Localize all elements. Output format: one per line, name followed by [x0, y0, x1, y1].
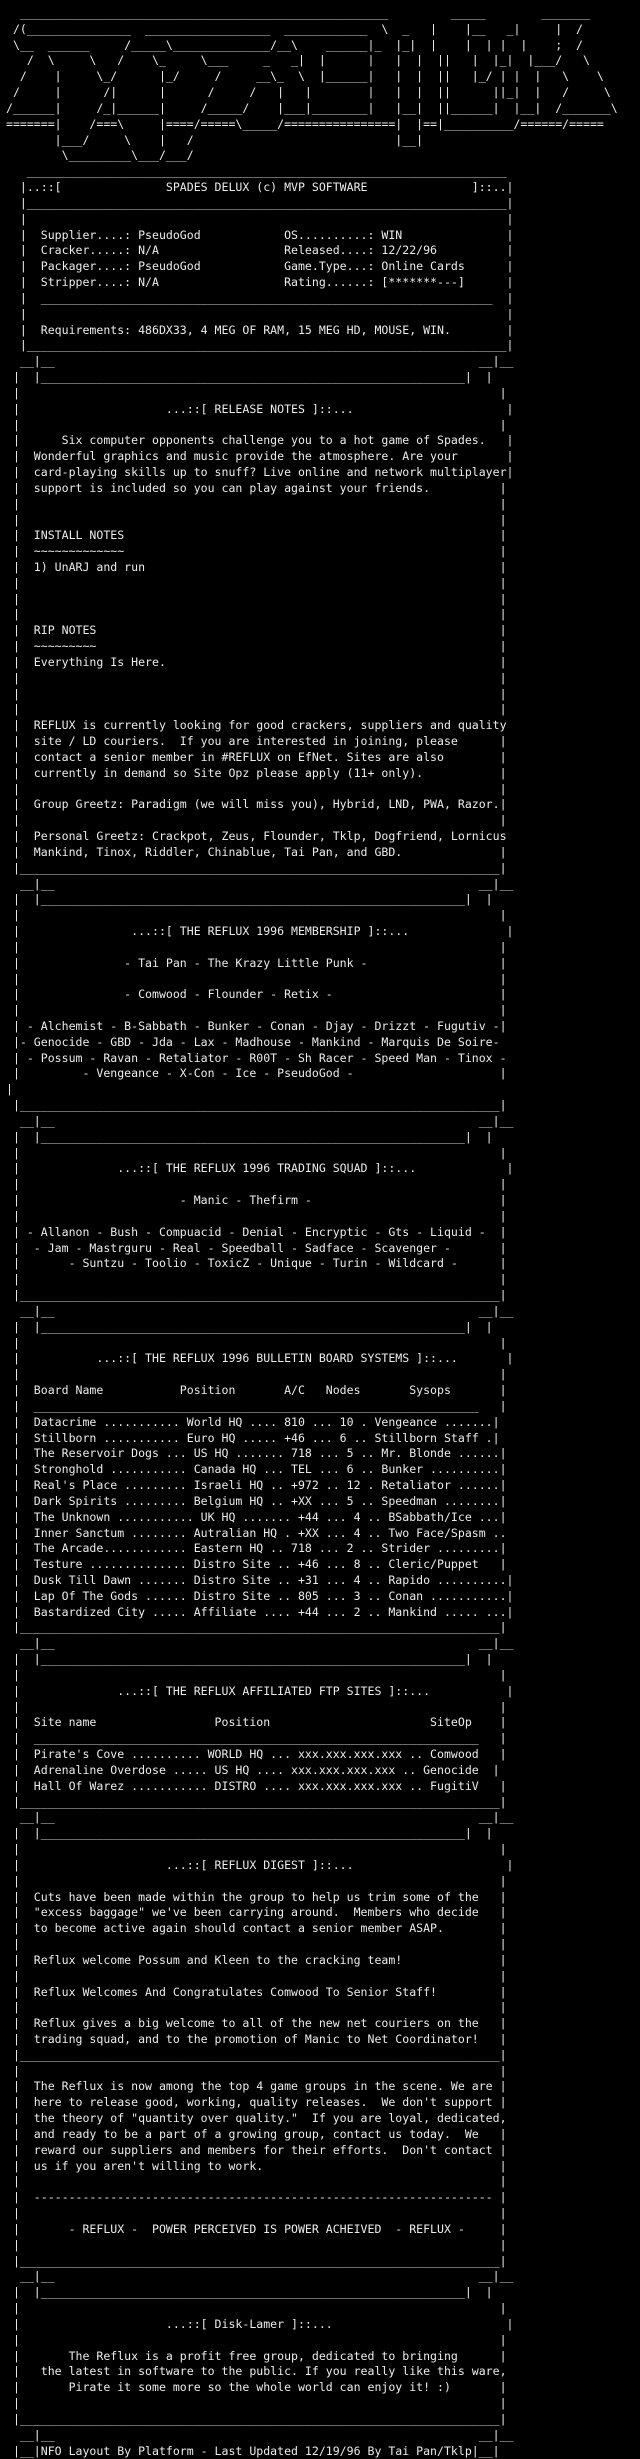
nfo-line: | Stillborn ........... Euro HQ ..... +46 ... 6 .. Stillborn Staff .| [6, 1430, 500, 1445]
nfo-line: | | [6, 813, 507, 828]
nfo-line: /______| /_|______| /_____/ |___|________| |__| ||______| |__| /_______\ [6, 100, 618, 115]
nfo-line: __|__ __|__ [6, 1636, 514, 1651]
nfo-line: |___/ \ | / |__| [6, 132, 424, 147]
nfo-line: | | [6, 1177, 507, 1192]
nfo-line: | Board Name Position A/C Nodes Sysops | [6, 1383, 507, 1398]
nfo-line: |_____________________________________________________________________| [6, 1794, 507, 1809]
nfo-line: | ~~~~~~~~~~~~~ | [6, 544, 507, 559]
nfo-line: | ...::[ RELEASE NOTES ]::... | [6, 401, 514, 416]
nfo-line: |_____________________________________________________________________| [6, 2047, 507, 2062]
nfo-line: / | /| | / / | | | | | || ||_| | / \ [6, 85, 611, 100]
nfo-line: | Dark Spirits ......... Belgium HQ .. +XX ... 5 .. Speedman ........| [6, 1493, 507, 1508]
nfo-line: | Supplier....: PseudoGod OS..........: WIN | [6, 227, 514, 242]
nfo-line: | Testure .............. Distro Site .. +46 ... 8 .. Cleric/Puppet | [6, 1557, 507, 1572]
nfo-line: | currently in demand so Site Opz please apply (11+ only). | [6, 765, 507, 780]
nfo-line: |__|NFO Layout By Platform - Last Updated 12/19/96 By Tai Pan/Tklp|__| [6, 2443, 500, 2458]
nfo-line: | and ready to be a part of a growing group, contact us today. We | [6, 2126, 507, 2141]
nfo-line: | here to release good, working, quality releases. We don't support | [6, 2095, 507, 2110]
nfo-line: | ________________________________________________________________ | [6, 1731, 507, 1746]
nfo-line: | Mankind, Tinox, Riddler, Chinablue, Tai Pan, and GBD. | [6, 844, 507, 859]
nfo-line: | 1) UnARJ and run | [6, 559, 507, 574]
nfo-line: | | [6, 971, 507, 986]
nfo-line: | - REFLUX - POWER PERCEIVED IS POWER ACHEIVED - REFLUX - | [6, 2221, 507, 2236]
nfo-line: | - Comwood - Flounder - Retix - | [6, 987, 507, 1002]
nfo-line: | - Possum - Ravan - Retaliator - R00T - Sh Racer - Speed Man - Tinox - [6, 1050, 507, 1065]
nfo-line: | | [6, 1208, 507, 1223]
nfo-line: | | [6, 1367, 507, 1382]
nfo-line: |..::[ SPADES DELUX (c) MVP SOFTWARE ]::..| [6, 180, 514, 195]
nfo-line: | | [6, 1968, 507, 1983]
nfo-line: | | [6, 1272, 507, 1287]
nfo-line: | | [6, 1667, 507, 1682]
nfo-line: |_____________________________________________________________________| [6, 1288, 507, 1303]
nfo-line: | | [6, 591, 507, 606]
nfo-line: | | [6, 575, 507, 590]
nfo-line: | | [6, 2301, 507, 2316]
nfo-line: | to become active again should contact a senior member ASAP. | [6, 1921, 507, 1936]
nfo-line: | ...::[ THE REFLUX 1996 MEMBERSHIP ]::... | [6, 924, 514, 939]
nfo-line: | ...::[ REFLUX DIGEST ]::... | [6, 1857, 514, 1872]
nfo-line: | | [6, 2396, 507, 2411]
nfo-line: | | [6, 2332, 507, 2347]
nfo-line: |_____________________________________________________________________| [6, 1098, 507, 1113]
nfo-line: | - Manic - Thefirm - | [6, 1193, 507, 1208]
nfo-line: __|__ __|__ [6, 2427, 514, 2442]
nfo-line: | The Arcade............ Eastern HQ .. 718 ... 2 .. Strider .........| [6, 1541, 507, 1556]
nfo-line: | The Unknown ........... UK HQ ....... +44 ... 4 .. BSabbath/Ice ...| [6, 1509, 507, 1524]
nfo-line: __|__ __|__ [6, 1113, 514, 1128]
nfo-line: | | [6, 607, 507, 622]
nfo-line: | - Jam - Mastrguru - Real - Speedball - Sadface - Scavenger - | [6, 1240, 507, 1255]
nfo-line: | | [6, 686, 507, 701]
nfo-line: | The Reflux is a profit free group, dedicated to bringing | [6, 2348, 507, 2363]
nfo-line: | Stronghold ........... Canada HQ ... TEL ... 6 .. Bunker ..........| [6, 1462, 507, 1477]
nfo-line: | | [6, 385, 507, 400]
nfo-line: | | [6, 211, 514, 226]
nfo-line: | Wonderful graphics and music provide the atmosphere. Are your | [6, 449, 514, 464]
nfo-line: | [6, 1082, 500, 1097]
nfo-line: |_____________________________________________________________________| [6, 860, 507, 875]
nfo-line: | |_____________________________________________________________| | [6, 370, 493, 385]
nfo-line: | "excess baggage" we've been carrying around. Members who decide | [6, 1905, 507, 1920]
nfo-line: | | [6, 939, 507, 954]
nfo-line: | - Tai Pan - The Krazy Little Punk - | [6, 955, 507, 970]
nfo-line: | ------------------------------------------------------------------ | [6, 2190, 507, 2205]
nfo-line: | | [6, 1937, 507, 1952]
nfo-line: | ...::[ Disk-Lamer ]::... | [6, 2316, 514, 2331]
nfo-line: | - Allanon - Bush - Compuacid - Denial - Encryptic - Gts - Liquid - | [6, 1224, 507, 1239]
nfo-line: | | [6, 2174, 507, 2189]
nfo-line: | - Alchemist - B-Sabbath - Bunker - Conan - Djay - Drizzt - Fugutiv -| [6, 1019, 507, 1033]
nfo-line: | trading squad, and to the promotion of Manic to Net Coordinator! | [6, 2032, 507, 2046]
nfo-line: | Group Greetz: Paradigm (we will miss you), Hybrid, LND, PWA, Razor.| [6, 797, 507, 812]
nfo-line: | Six computer opponents challenge you to a hot game of Spades. | [6, 433, 514, 448]
nfo-line: | |_____________________________________________________________| | [6, 892, 493, 907]
nfo-line: | Everything Is Here. | [6, 654, 507, 669]
nfo-line: | Dusk Till Dawn ....... Distro Site .. +31 ... 4 .. Rapido ..........| [6, 1572, 514, 1587]
nfo-line: | | [6, 2206, 507, 2221]
nfo-line: | | [6, 496, 507, 511]
nfo-line: =======| /===\ |====/=====\_____/================| |==|__________/======/===== [6, 116, 604, 131]
nfo-line: | Lap Of The Gods ...... Distro Site .. 805 ... 3 .. Conan ...........| [6, 1588, 514, 1603]
nfo-line: | the theory of "quantity over quality." If you are loyal, dedicated, [6, 2111, 507, 2126]
nfo-line: _____________________________________________________ _____ _______ [6, 6, 590, 20]
nfo-line: | Requirements: 486DX33, 4 MEG OF RAM, 15 MEG HD, MOUSE, WIN. | [6, 322, 514, 337]
nfo-line: | | [6, 1003, 507, 1018]
nfo-line: | Inner Sanctum ........ Autralian HQ . +XX ... 4 .. Two Face/Spasm .. [6, 1525, 507, 1540]
nfo-line: \_________\___/___/ [6, 148, 431, 163]
nfo-line: | ________________________________________________________________ | [6, 1398, 507, 1413]
nfo-line: | | [6, 1873, 507, 1888]
nfo-line: | ...::[ THE REFLUX AFFILIATED FTP SITES ]::... | [6, 1683, 514, 1698]
nfo-line: | Personal Greetz: Crackpot, Zeus, Flounder, Tklp, Dogfriend, Lornicus [6, 829, 507, 844]
nfo-line: | Cuts have been made within the group to help us trim some of the | [6, 1889, 507, 1904]
nfo-line: | Adrenaline Overdose ..... US HQ .... xxx.xxx.xxx.xxx .. Genocide | [6, 1762, 500, 1777]
nfo-line: | | [6, 908, 507, 923]
nfo-line: __|__ __|__ [6, 1303, 514, 1318]
nfo-line: | us if you aren't willing to work. | [6, 2158, 507, 2173]
nfo-line: | Reflux welcome Possum and Kleen to the cracking team! | [6, 1952, 507, 1967]
nfo-line: | Bastardized City ..... Affiliate .... +44 ... 2 .. Mankind ..... ...| [6, 1604, 514, 1619]
nfo-line: | _________________________________________________________________ | [6, 290, 514, 305]
nfo-line: |_____________________________________________________________________| [6, 2253, 507, 2268]
nfo-line: | the latest in software to the public. If you really like this ware, [6, 2364, 507, 2379]
nfo-line: | Stripper....: N/A Rating......: [*******---] | [6, 275, 514, 290]
nfo-line: | |_____________________________________________________________| | [6, 1826, 493, 1841]
nfo-line: | Reflux Welcomes And Congratulates Comwood To Senior Staff! | [6, 1984, 507, 1999]
nfo-line: __|__ __|__ [6, 1810, 514, 1825]
nfo-line: | - Vengeance - X-Con - Ice - PseudoGod - | [6, 1066, 507, 1081]
nfo-line: | | [6, 512, 507, 527]
nfo-line: | INSTALL NOTES | [6, 528, 507, 543]
nfo-line: |- Genocide - GBD - Jda - Lax - Madhouse - Mankind - Marquis De Soire- [6, 1034, 500, 1049]
nfo-line: | | [6, 2063, 507, 2078]
nfo-line: | Site name Position SiteOp | [6, 1715, 507, 1730]
nfo-line: _____________________________________________________________________ [6, 164, 507, 179]
nfo-line: | Reflux gives a big welcome to all of the new net couriers on the | [6, 2016, 507, 2031]
nfo-line: | | [6, 1335, 507, 1350]
nfo-line: | site / LD couriers. If you are interested in joining, please | [6, 734, 507, 749]
nfo-line: | |_____________________________________________________________| | [6, 1652, 493, 1667]
nfo-line: | contact a senior member in #REFLUX on EfNet. Sites are also | [6, 749, 507, 764]
nfo-line: | Pirate's Cove .......... WORLD HQ ... xxx.xxx.xxx.xxx .. Comwood | [6, 1747, 507, 1762]
nfo-line: / \ \ / \_ \___ _ _| | | | | || | |_| |___/ \ [6, 53, 604, 68]
nfo-line: | support is included so you can play against your friends. | [6, 480, 507, 495]
nfo-line: __|__ __|__ [6, 2269, 514, 2284]
nfo-line: | | [6, 781, 507, 796]
nfo-line: | | [6, 2237, 507, 2252]
nfo-line: | ...::[ THE REFLUX 1996 BULLETIN BOARD SYSTEMS ]::... | [6, 1351, 514, 1366]
nfo-line: | card-playing skills up to snuff? Live online and network multiplayer| [6, 465, 514, 480]
nfo-line: | | [6, 670, 507, 685]
nfo-line: | | [6, 1699, 507, 1714]
nfo-line: |_____________________________________________________________________| [6, 195, 514, 210]
nfo-line: /(_______________ __________________ ____________ \ _ | |__ _| | / [6, 21, 597, 36]
nfo-line: | The Reservoir Dogs ... US HQ ....... 718 ... 5 .. Mr. Blonde ......| [6, 1446, 507, 1461]
nfo-line: | |_____________________________________________________________| | [6, 1129, 493, 1144]
nfo-line: | Cracker.....: N/A Released....: 12/22/96 | [6, 243, 514, 258]
nfo-line: | RIP NOTES | [6, 623, 507, 638]
nfo-line: | The Reflux is now among the top 4 game groups in the scene. We are | [6, 2079, 507, 2094]
nfo-line: | - Suntzu - Toolio - ToxicZ - Unique - Turin - Wildcard - | [6, 1256, 507, 1271]
nfo-line: |_____________________________________________________________________| [6, 338, 514, 353]
nfo-line: | |_____________________________________________________________| | [6, 2285, 493, 2300]
nfo-line: / | \_/ |_/ / __\_ \ |______| | | || |_/ | | | \ \ [6, 69, 611, 84]
nfo-line: \__ ______ /_____\______________/__\ ______|_ |_| | | | | | ; / [6, 37, 604, 52]
nfo-line: | | [6, 702, 507, 717]
nfo-line: | | [6, 1842, 507, 1857]
nfo-line: __|__ __|__ [6, 354, 514, 369]
nfo-line: | REFLUX is currently looking for good crackers, suppliers and quality [6, 718, 507, 733]
nfo-line: | | [6, 417, 507, 432]
nfo-line: | ~~~~~~~~~ | [6, 639, 507, 654]
nfo-line: | Datacrime ........... World HQ .... 810 ... 10 . Vengeance .......| [6, 1414, 500, 1429]
nfo-line: | ...::[ THE REFLUX 1996 TRADING SQUAD ]::... | [6, 1161, 514, 1176]
nfo-line: |_____________________________________________________________________| [6, 1620, 507, 1635]
nfo-line: | reward our suppliers and members for their efforts. Don't contact | [6, 2142, 507, 2157]
nfo-line: | Packager....: PseudoGod Game.Type...: Online Cards | [6, 259, 514, 274]
nfo-line: | | [6, 2000, 507, 2015]
nfo-line: | | [6, 1145, 507, 1160]
nfo-line: | Hall Of Warez ........... DISTRO .... xxx.xxx.xxx.xxx .. FugitiV | [6, 1778, 507, 1793]
nfo-line: |_____________________________________________________________________| [6, 2411, 507, 2426]
nfo-line: | Real's Place ......... Israeli HQ .. +972 .. 12 . Retaliator ......| [6, 1478, 507, 1493]
nfo-line: | |_____________________________________________________________| | [6, 1319, 493, 1334]
nfo-line: __|__ __|__ [6, 876, 514, 891]
nfo-line: | Pirate it some more so the whole world can enjoy it! :) | [6, 2380, 507, 2395]
nfo-line: | | [6, 306, 514, 321]
